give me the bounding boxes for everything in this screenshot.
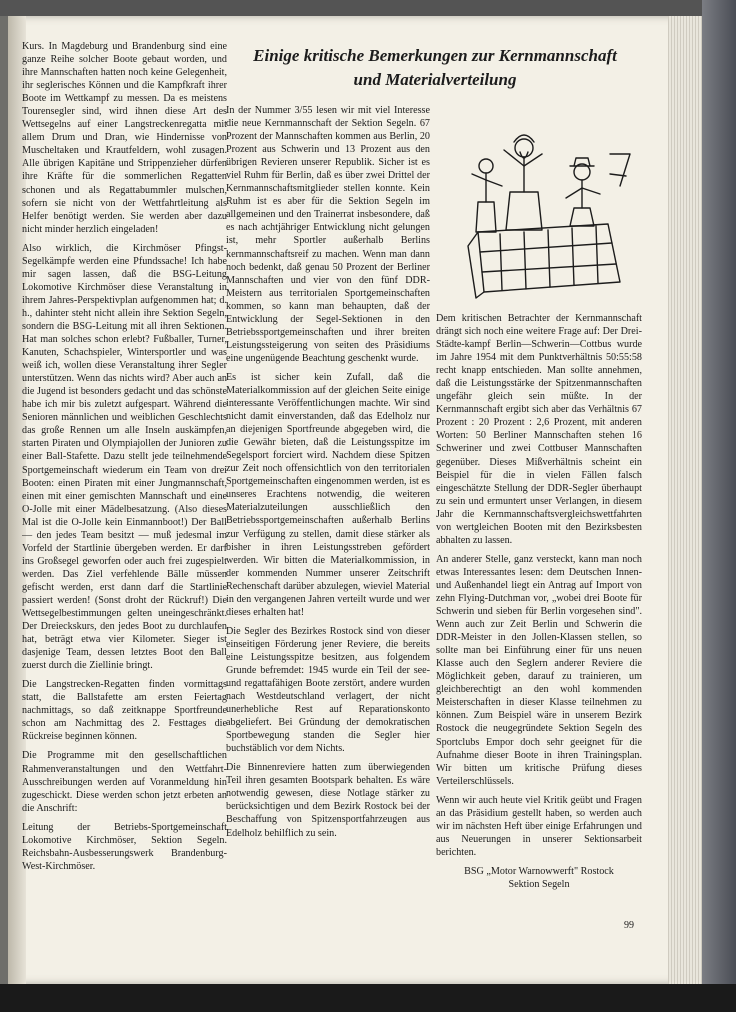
right-paragraph: Wenn wir auch heute viel Kritik geübt und Fragen an das Präsidium gestellt haben, so werden auch wir im nächsten Heft über einige Erfahrungen und aus Neuerungen in unserer Sektionsarbeit berichten.	[436, 794, 642, 858]
left-paragraph: Leitung der Betriebs-Sportgemeinschaft Lokomotive Kirchmöser, Sektion Segeln. Reichsbahn-Ausbesserungswerk Brandenburg-West-Kirchmöser.	[22, 821, 227, 872]
right-paragraph: An anderer Stelle, ganz versteckt, kann man noch etwas Interessantes lesen: dem Deutschen Innen- und Außenhandel liegt ein Antrag auf Import von zehn Flying-Dutchman vor, „wobei drei Boote für Schwerin und sieben für Berlin vorgesehen sind". Wenn auch zur Zeit Berlin und Schwerin die DDR-Meister in den Jollen-Klassen stellen, so sollte man bei Einführung einer für uns neuen Klasse auch den Seglern anderer Reviere die Möglichkeit geben, darauf zu trainieren, um gleichberechtigt an den wohl kommenden Meisterschaften in dieser Klasse teilnehmen zu können. Zum Beispiel wäre in unserem Bezirk Rostock die neugegründete Sektion Segeln des Sportclubs Empor doch sehr geeignet für die Aufnahme dieser Boote in ihren Trainingsplan. Wir bitten um kritische Prüfung dieses Verteilerschlüssels.	[436, 553, 642, 787]
middle-paragraph: Es ist sicher kein Zufall, daß die Materialkommission auf der gleichen Seite einige interessante Veröffentlichungen machte. Wir sind nicht damit einverstanden, daß das Edelholz nur an diejenigen Sportfreunde abgegeben wird, die die Gewähr bieten, daß die Leistungsspitze im Segelsport forciert wird. Nachdem diese Spitzen zur Zeit noch offensichtlich von den territorialen Sportgemeinschaften eingenommen werden, ist es unseres Erachtens notwendig, die weiteren Materialzuteilungen ausschließlich den Betriebssportgemeinschaften außerhalb Berlins zur Verfügung zu stellen, damit diese stärker als bisher in ihren Leistungsstreben gefördert werden. Wir bitten die Materialkommission, in der kommenden Nummer unserer Zeitschrift Rechenschaft darüber abzulegen, wieviel Material in den vergangenen Jahren verteilt wurde und wer dieses erhalten hat!	[226, 371, 430, 618]
sailors-on-crate-illustration	[460, 114, 636, 304]
page-stack-edge	[668, 16, 702, 984]
middle-paragraph: Die Segler des Bezirkes Rostock sind von dieser einseitigen Förderung jener Reviere, die bereits eine Leistungsspitze besitzen, aus folgendem Grunde befremdet: 1945 wurde ein Teil der see- und regattafähigen Boote zerstört, andere wurden nach Westdeutschland verlagert, der nicht unerhebliche Rest auf Reparationskonto abgeliefert. Bei Gründung der demokratischen Sportbewegung standen die Segler hier buchstäblich vor dem Nichts.	[226, 625, 430, 755]
scan-bottom-edge	[0, 984, 736, 1012]
left-paragraph: Die Langstrecken-Regatten finden vormittags statt, die Ballstafette am ersten Feiertag nachmittags, so daß zeitknappe Sportfreunde schon am Nachmittag des 2. Festtages die Rückreise beginnen können.	[22, 679, 227, 743]
article-title	[240, 44, 630, 92]
right-paragraph: Dem kritischen Betrachter der Kernmannschaft drängt sich noch eine weitere Frage auf: Der Drei-Städte-kampf Berlin—Schwerin—Cottbus wurde im Jahre 1954 mit dem Punktverhältnis 50:55:58 recht knapp entschieden. Man sollte annehmen, daß die Leistungsstärke der Spitzenmannschaften ungefähr gleich sein müßte. In der Kernmannschaft ergibt sich aber das Verhältnis 67 Prozent : 20 Prozent : 2,6 Prozent, mit anderen Worten: 50 Berliner Mannschaften stehen 16 Schweriner und zwei Cottbuser Mannschaften gegenüber. Dieses Mißverhältnis scheint ein Beispiel für die in vielen Fällen falsch eingeschätzte Stellung der DDR-Segler überhaupt zu sein und ermuntert unser Verlangen, in diesem Jahr die Kernmannschaftsvergleichswettfahrten von wertgleichen Booten mit den Bezirksbesten abhalten zu lassen.	[436, 313, 642, 546]
signature-line-2: Sektion Segeln	[508, 878, 570, 890]
scan-right-edge	[702, 0, 736, 1012]
left-paragraph: Die Programme mit den gesellschaftlichen Rahmenveranstaltungen und den Wettfahrt-Ausschreibungen werden auf Voranmeldung hin zugeschickt. Diese werden schon jetzt erbeten an die Anschrift:	[22, 750, 227, 814]
left-paragraph: Kurs. In Magdeburg und Brandenburg sind eine ganze Reihe solcher Boote gebaut worden, und ihre Mannschaften hatten noch keine Gelegenheit, ihr seglerisches Können und die Kampfkraft ihrer Boote im Wettkampf zu messen. Da es meistens Tourensegler sind, wird ihnen diese Art des Wettsegelns auf einer Langstreckenregatta mit allem Drum und Dran, wie Hindernisse von Muscheltaken und Krautfeldern, wohl zusagen. Alle übrigen Kapitäne und Strippenzieher dürfen ihre Kräfte für die sommerlichen Regatten schonen und als Regattabummler mulschen, sofern sie nicht von der Wettfahrtleitung als Helfer benötigt werden. Sie werden aber dazu nicht minder herzlich eingeladen!	[22, 41, 227, 235]
right-article-column	[436, 312, 642, 892]
left-article-column	[22, 40, 227, 920]
middle-paragraph: In der Nummer 3/55 lesen wir mit viel Interesse die neue Kernmannschaft der Sektion Segeln. 67 Prozent der Mannschaften kommen aus Berlin, 20 Prozent aus Schwerin und 13 Prozent aus den übrigen Revieren unserer Republik. Sicher ist es viel Ruhm für Berlin, daß es über zwei Drittel der Kernmannschaftsmitglieder stellen konnte. Kein Ruhm ist es aber für die Sektion Segeln im allgemeinen und den Trainerrat insbesondere, daß es nach achtjähriger Entwicklung nicht gelungen ist, mehr Sportler außerhalb Berlins kernmannschaftsreif zu machen. Wenn man dann noch bedenkt, daß genau 50 Prozent der Berliner Mannschaften und vier von den fünf DDR-Meistern aus territorialen Sportgemeinschaften kommen, so kann man behaupten, daß der Entwicklung der Segel-Sektionen in den Betriebssportgemeinschaften und ihrer breiten Leistungssteigerung von seiten des Präsidiums eine ungenügende Beachtung geschenkt wurde.	[226, 105, 430, 364]
scan-top-edge	[0, 0, 736, 16]
signature-line-1: BSG „Motor Warnowwerft" Rostock	[464, 865, 614, 877]
article-title-line-2: und Materialverteilung	[353, 70, 517, 89]
left-paragraph: Also wirklich, die Kirchmöser Pfingst-Segelkämpfe werden eine Pfundssache! Ich habe mir sagen lassen, daß die BSG-Leitung Lokomotive Kirchmöser diese Veranstaltung in ihrem Jahres-Perspektivplan aufgenommen hat; d. h., dahinter steht nicht allein ihre Sektion Segeln, sondern die BSG-Leitung mit all ihren Sektionen. Hat man solches schon erlebt? Fußballer, Turner, Kanuten, Schachspieler, Wintersportler und was weiß ich, wollen diese Veranstaltung ihrer Segler unterstützen. Wenn das nichts wird? Aber auch an die Jugend ist besonders gedacht und das schönste habe ich mir bis zuletzt aufgespart. Während die Senioren männlichen und weiblichen Geschlechts das große Rennen um alle Inseln auskämpfen, starten Piraten und Olympiajollen der Junioren zu einer Ball-Stafette. Dazu stellt jede teilnehmende Sportgemeinschaft wiederum ein Team von drei Booten: einen Piraten mit einer Jungmannschaft, einen mit einer gemischten Mannschaft und eine O-Jolle mit einer Mädelbesatzung. (Also dieses Mal ist die O-Jolle kein Einmannboot!) Der Ball — den jedes Team besitzt — muß jedesmal im Vorfeld der Startlinie übergeben werden. Er darf ins Großsegel geworfen oder auch frei zugespielt werden. Das Ziel verfehlende Bälle müssen gefischt werden, erst dann darf die Startlinie passiert werden! (Sonst droht der Rückruf!) Die Wettsegelbestimmungen gelten uneingeschränkt. Der Dreieckskurs, den jedes Boot zu durchlaufen hat, beträgt etwa vier Kilometer. Sieger ist dasjenige Team, dessen letztes Boot den Ball zuerst durch die Ziellinie bringt.	[22, 242, 227, 672]
author-signature	[436, 865, 642, 891]
page-number: 99	[624, 920, 634, 931]
middle-article-column	[226, 104, 430, 930]
article-title-line-1: Einige kritische Bemerkungen zur Kernmannschaft	[253, 46, 617, 65]
middle-paragraph: Die Binnenreviere hatten zum überwiegenden Teil ihren gesamten Bootspark behalten. Es wäre notwendig gewesen, diese Notlage stärker zu berücksichtigen und dem Bezirk Rostock bei der Beschaffung von Spitzensportfahrzeugen aus Edelholz behilflich zu sein.	[226, 762, 430, 839]
